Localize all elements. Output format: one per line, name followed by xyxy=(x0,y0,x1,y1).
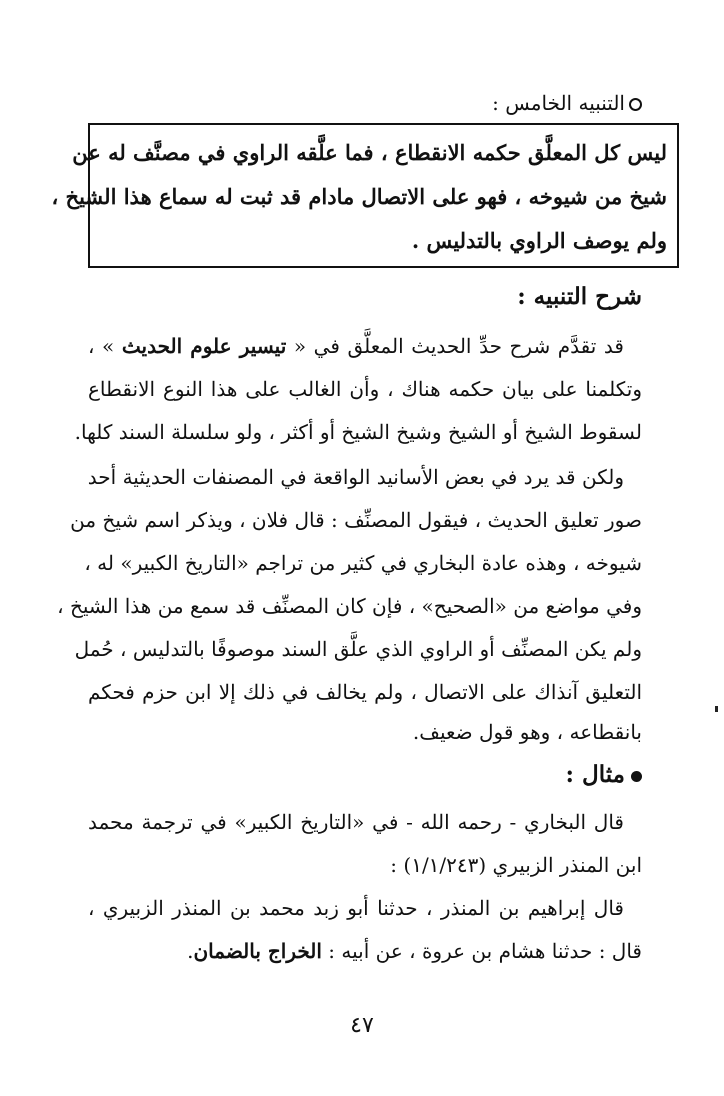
scan-speck xyxy=(715,706,718,712)
mithal-heading: مثال : xyxy=(88,760,642,790)
circle-bullet-icon xyxy=(629,98,642,111)
page-number: ٤٧ xyxy=(350,1013,374,1038)
rule-line-1: ليس كل المعلَّق حكمه الانقطاع ، فما علَّقه الراوي في مصنَّف له عن xyxy=(72,140,667,165)
sharh-heading: شرح التنبيه : xyxy=(517,283,642,310)
sharh-p2-line-3: شيوخه ، وهذه عادة البخاري في كثير من تراجم «التاريخ الكبير» له ، xyxy=(84,551,642,575)
tanbih-label: التنبيه الخامس : xyxy=(88,88,642,118)
mithal-line-1: قال البخاري - رحمه الله - في «التاريخ الكبير» في ترجمة محمد xyxy=(88,810,624,834)
sharh-p2-line-6: التعليق آنذاك على الاتصال ، ولم يخالف في ذلك إلا ابن حزم فحكم xyxy=(88,680,642,704)
mithal-line-2: ابن المنذر الزبيري (١/١/٢٤٣) : xyxy=(390,853,642,877)
sharh-p2-line-2: صور تعليق الحديث ، فيقول المصنِّف : قال فلان ، ويذكر اسم شيخ من xyxy=(70,508,642,532)
mithal-line-4: قال : حدثنا هشام بن عروة ، عن أبيه : الخراج بالضمان. xyxy=(187,939,642,963)
sharh-p1-line-1: قد تقدَّم شرح حدِّ الحديث المعلَّق في « تيسير علوم الحديث » ، xyxy=(88,334,624,358)
sharh-p2-line-7: بانقطاعه ، وهو قول ضعيف. xyxy=(412,720,642,744)
sharh-p2-line-1: ولكن قد يرد في بعض الأسانيد الواقعة في المصنفات الحديثية أحد xyxy=(87,465,624,489)
sharh-p1-line-2: وتكلمنا على بيان حكمه هناك ، وأن الغالب على هذا النوع الانقطاع xyxy=(88,377,642,401)
rule-box xyxy=(51,123,679,268)
sharh-p2-line-5: ولم يكن المصنِّف أو الراوي الذي علَّق السند موصوفًا بالتدليس ، حُمل xyxy=(74,637,642,661)
sharh-p1-line-3: لسقوط الشيخ أو الشيخ وشيخ الشيخ أو أكثر ، ولو سلسلة السند كلها. xyxy=(74,420,642,444)
book-title: تيسير علوم الحديث xyxy=(121,334,287,358)
rule-line-2: شيخ من شيوخه ، فهو على الاتصال مادام قد ثبت له سماع هذا الشيخ ، xyxy=(51,184,667,209)
rule-line-3: ولم يوصف الراوي بالتدليس . xyxy=(411,228,667,253)
hadith-text: الخراج بالضمان xyxy=(193,939,322,963)
bullet-icon xyxy=(631,771,642,782)
sharh-p2-line-4: وفي مواضع من «الصحيح» ، فإن كان المصنِّف قد سمع من هذا الشيخ ، xyxy=(57,594,642,618)
mithal-line-3: قال إبراهيم بن المنذر ، حدثنا أبو زبد محمد بن المنذر الزبيري ، xyxy=(88,896,624,920)
